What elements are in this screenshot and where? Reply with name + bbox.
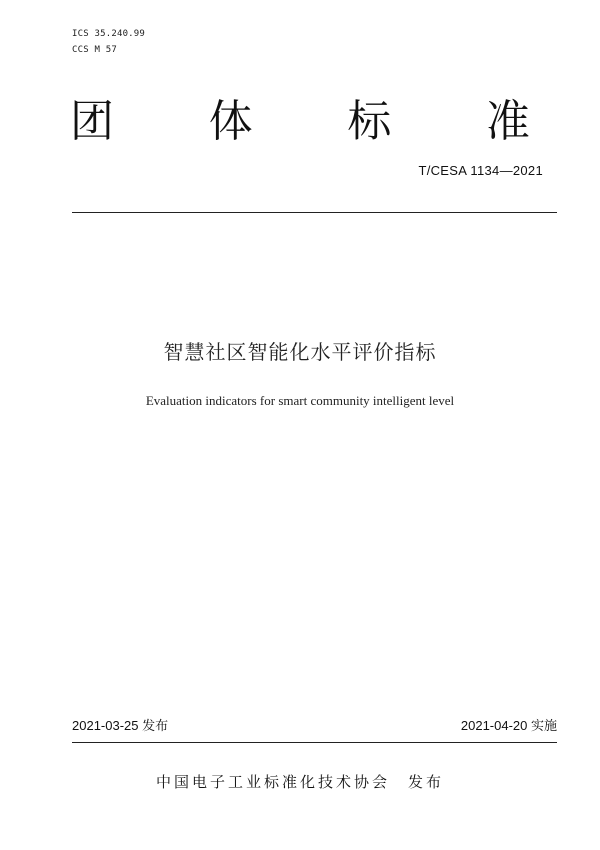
standard-type-char-4: 准	[485, 96, 530, 147]
top-divider	[72, 212, 557, 213]
ccs-code: CCS M 57	[72, 45, 117, 55]
standard-number: T/CESA 1134—2021	[418, 163, 543, 178]
publisher-line	[0, 771, 600, 793]
issue-date: 2021-03-25 发布	[72, 718, 169, 733]
bottom-divider	[72, 742, 557, 743]
publisher-action: 发布	[408, 773, 445, 791]
standard-type-char-3: 标	[347, 96, 392, 147]
publisher-name: 中国电子工业标准化技术协会	[155, 773, 390, 791]
implementation-date: 2021-04-20 实施	[460, 718, 557, 733]
title-chinese: 智慧社区智能化水平评价指标	[163, 340, 437, 364]
title-english: Evaluation indicators for smart community intelligent level	[145, 393, 455, 408]
standard-type-char-1: 团	[70, 96, 114, 147]
standard-type-char-2: 体	[208, 96, 253, 147]
standard-type-heading	[70, 94, 530, 150]
ics-code: ICS 35.240.99	[72, 29, 146, 39]
